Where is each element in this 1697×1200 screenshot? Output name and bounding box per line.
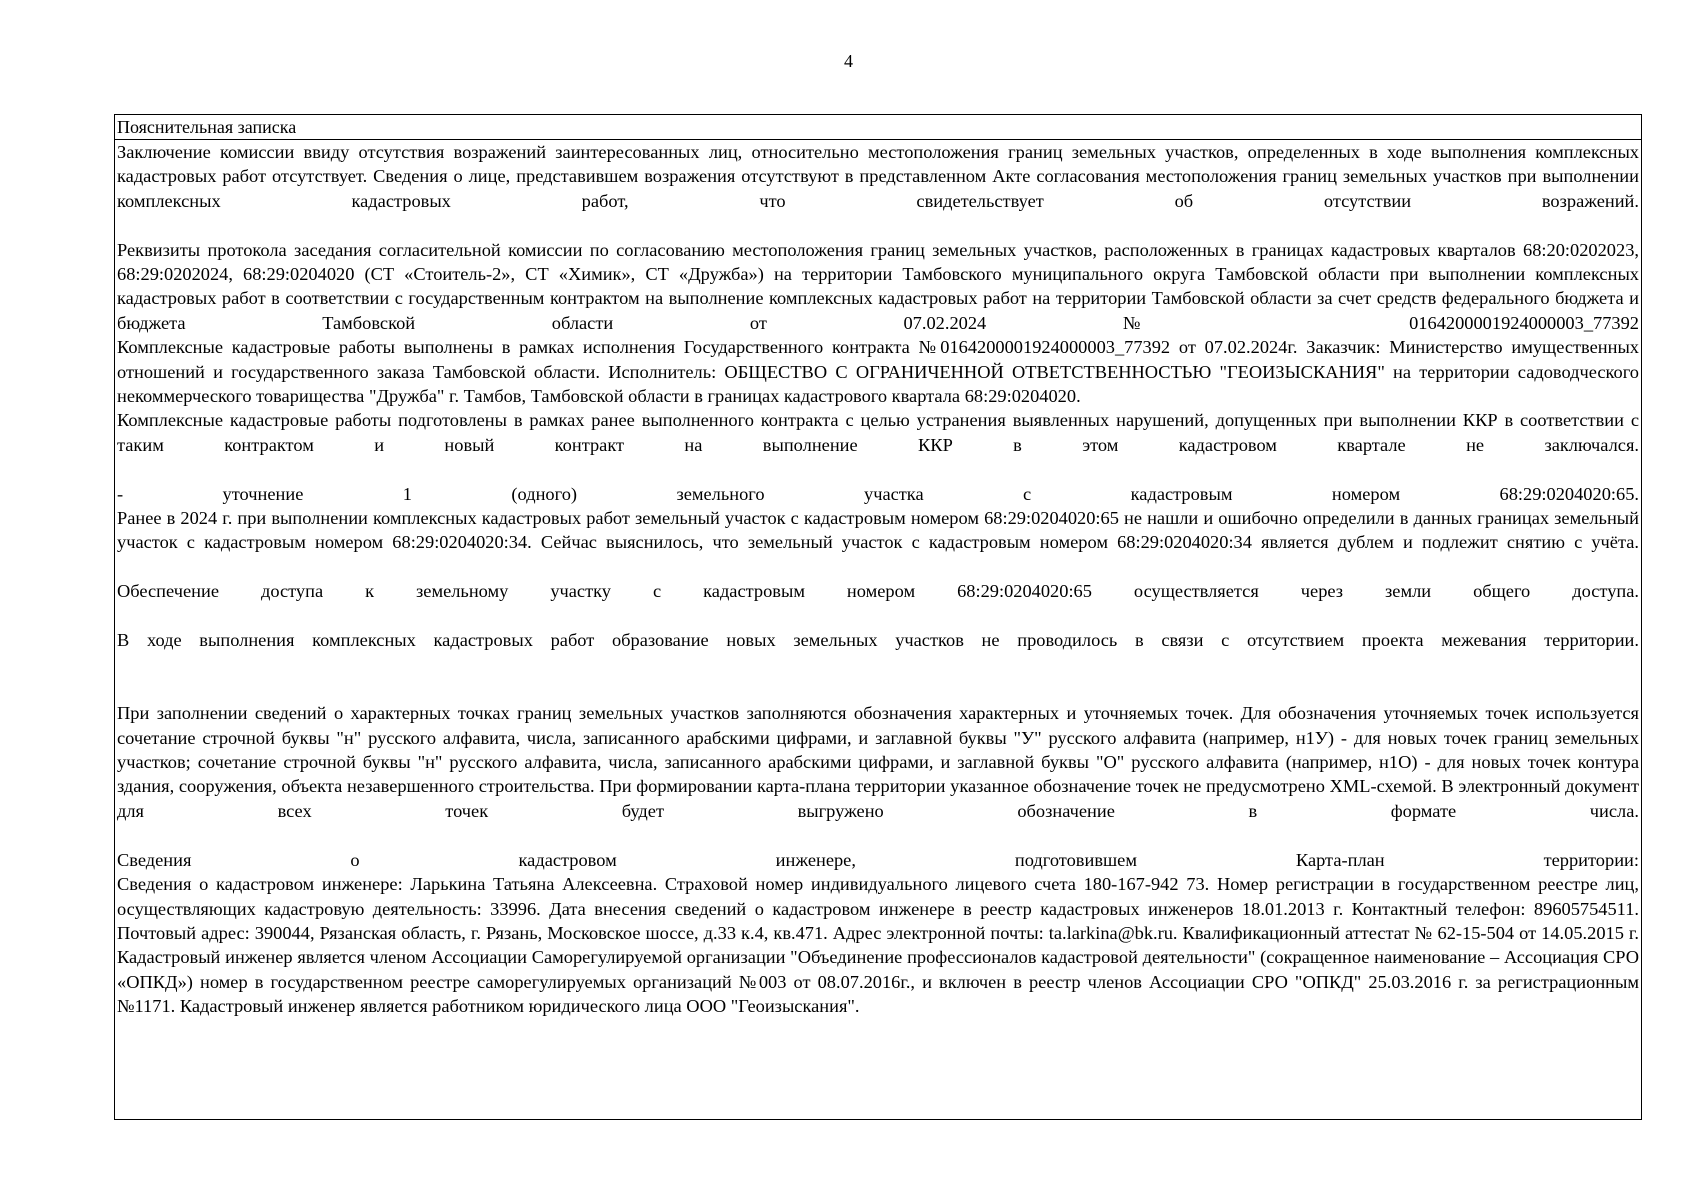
duplicate-parcel-paragraph: Ранее в 2024 г. при выполнении комплексных кадастровых работ земельный участок с кадастровым номером 68:29:0204020:65 не нашли и ошибочно определили в данных границах земельный участок с кадастровым номером 68:29:0204020:34. Сейчас выяснилось, что земельный участок с кадастровым номером 68:29:0204020:34 является дублем и подлежит снятию с учёта.: [117, 508, 1639, 553]
clarification-item: - уточнение 1 (одного) земельного участка с кадастровым номером 68:29:0204020:65.: [117, 483, 1639, 504]
explanatory-note-body: [115, 140, 1641, 1019]
engineer-details-paragraph: Сведения о кадастровом инженере: Ларькина Татьяна Алексеевна. Страховой номер индивидуального лицевого счета 180-167-942 73. Номер регистрации в государственном реестре лиц, осуществляющих кадастровую деятельность: 33996. Дата внесения сведений о кадастровом инженере в реестр кадастровых инженеров 18.01.2013 г. Контактный телефон: 89605754511. Почтовый адрес: 390044, Рязанская область, г. Рязань, Московское шоссе, д.33 к.4, кв.471. Адрес электронной почты: ta.larkina@bk.ru. Квалификационный аттестат № 62-15-504 от 14.05.2015 г. Кадастровый инженер является членом Ассоциации Саморегулируемой организации "Объединение профессионалов кадастровой деятельности" (сокращенное наименование – Ассоциация СРО «ОПКД») номер в государственном реестре саморегулируемых организаций №003 от 08.07.2016г., и включен в реестр членов Ассоциации СРО "ОПКД" 25.03.2016 г. за регистрационным №1171. Кадастровый инженер является работником юридического лица ООО "Геоизыскания".: [117, 874, 1639, 1017]
protocol-details-paragraph: Реквизиты протокола заседания согласительной комиссии по согласованию местоположения границ земельных участков, расположенных в границах кадастровых кварталов 68:20:0202023, 68:29:0202024, 68:29:0204020 (СТ «Стоитель-2», СТ «Химик», СТ «Дружба») на территории Тамбовского муниципального округа Тамбовской области при выполнении комплексных кадастровых работ в соответствии с государственным контрактом на выполнение комплексных кадастровых работ на территории Тамбовской области за счет средств федерального бюджета и бюджета Тамбовской области от 07.02.2024 № 0164200001924000003_77392: [117, 239, 1639, 333]
spacer: [117, 213, 1639, 237]
spacer: [117, 457, 1639, 481]
section-title: Пояснительная записка: [115, 115, 1641, 140]
access-paragraph: Обеспечение доступа к земельному участку с кадастровым номером 68:29:0204020:65 осуществляется через земли общего доступа.: [117, 581, 1639, 602]
commission-conclusion-paragraph: Заключение комиссии ввиду отсутствия возражений заинтересованных лиц, относительно местоположения границ земельных участков, определенных в ходе выполнения комплексных кадастровых работ отсутствует. Сведения о лице, представившем возражения отсутствуют в представленном Акте согласования местоположения границ земельных участков при выполнении комплексных кадастровых работ, что свидетельствует об отсутствии возражений.: [117, 142, 1639, 211]
contract-basis-paragraph: Комплексные кадастровые работы подготовлены в рамках ранее выполненного контракта с целью устранения выявленных нарушений, допущенных при выполнении ККР в соответствии с таким контрактом и новый контракт на выполнение ККР в этом кадастровом квартале не заключался.: [117, 410, 1639, 455]
spacer: [117, 555, 1639, 579]
spacer: [117, 823, 1639, 847]
new-parcels-paragraph: В ходе выполнения комплексных кадастровых работ образование новых земельных участков не проводилось в связи с отсутствием проекта межевания территории.: [117, 630, 1639, 651]
page-number: 4: [844, 51, 853, 71]
spacer: [117, 604, 1639, 628]
explanatory-note-table: [114, 114, 1642, 1120]
spacer: [117, 652, 1639, 701]
engineer-heading: Сведения о кадастровом инженере, подготовившем Карта-план территории:: [117, 849, 1639, 870]
point-designation-paragraph: При заполнении сведений о характерных точках границ земельных участков заполняются обозначения характерных и уточняемых точек. Для обозначения уточняемых точек используется сочетание строчной буквы "н" русского алфавита, числа, записанного арабскими цифрами, и заглавной буквы "У" русского алфавита (например, н1У) - для новых точек границ земельных участков; сочетание строчной буквы "н" русского алфавита, числа, записанного арабскими цифрами, и заглавной буквы "О" русского алфавита (например, н1О) - для новых точек контура здания, сооружения, объекта незавершенного строительства. При формировании карта-плана территории указанное обозначение точек не предусмотрено XML-схемой. В электронный документ для всех точек будет выгружено обозначение в формате числа.: [117, 703, 1639, 821]
contract-info-paragraph: Комплексные кадастровые работы выполнены в рамках исполнения Государственного контракта №0164200001924000003_77392 от 07.02.2024г. Заказчик: Министерство имущественных отношений и государственного заказа Тамбовской области. Исполнитель: ОБЩЕСТВО С ОГРАНИЧЕННОЙ ОТВЕТСТВЕННОСТЬЮ "ГЕОИЗЫСКАНИЯ" на территории садоводческого некоммерческого товарищества "Дружба" г. Тамбов, Тамбовской области в границах кадастрового квартала 68:29:0204020.: [117, 337, 1639, 407]
